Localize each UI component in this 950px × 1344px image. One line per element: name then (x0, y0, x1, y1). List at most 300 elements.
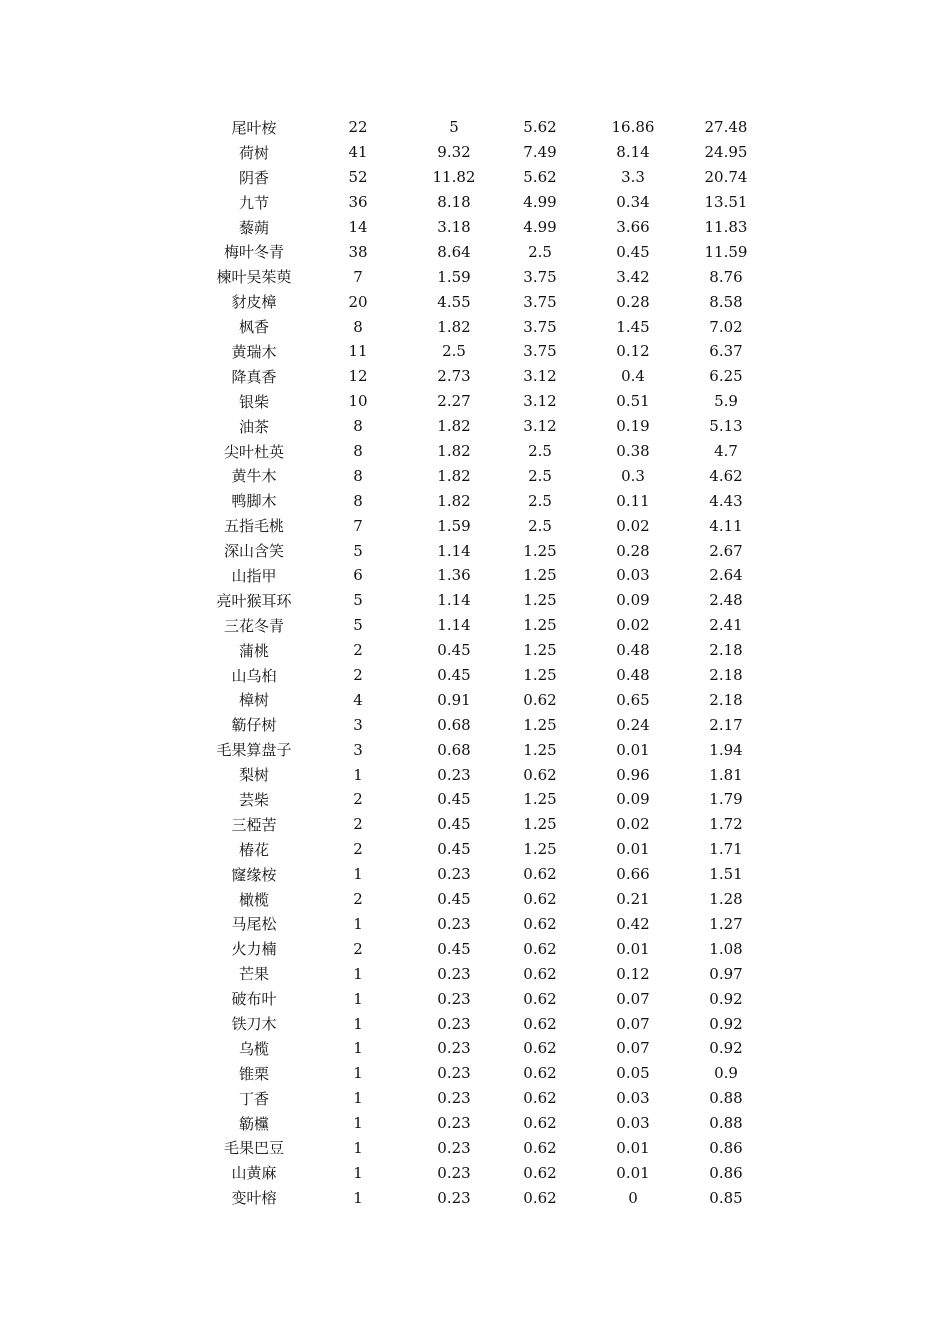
relative-dominance-cell: 0.21 (616, 890, 650, 909)
table-row (203, 613, 769, 638)
count-cell: 1 (353, 765, 363, 784)
relative-dominance-cell: 0.07 (616, 989, 650, 1008)
table-row (203, 1036, 769, 1061)
species-name-cell: 梨树 (238, 766, 269, 785)
relative-dominance-cell: 0.09 (616, 591, 650, 610)
count-cell: 2 (353, 840, 363, 859)
species-name-cell: 簕欓 (238, 1114, 269, 1133)
species-name-cell: 三椏苦 (231, 815, 277, 834)
importance-value-cell: 2.64 (709, 566, 743, 585)
importance-value-cell: 0.85 (709, 1188, 743, 1207)
importance-value-cell: 2.67 (709, 541, 743, 560)
count-cell: 1 (353, 1163, 363, 1182)
relative-density-cell: 0.45 (437, 790, 471, 809)
relative-frequency-cell: 5.62 (523, 168, 557, 187)
species-name-cell: 变叶榕 (231, 1189, 277, 1208)
species-name-cell: 银柴 (238, 392, 269, 411)
relative-density-cell: 4.55 (437, 292, 471, 311)
relative-dominance-cell: 0.51 (616, 392, 650, 411)
relative-frequency-cell: 3.12 (523, 417, 557, 436)
relative-density-cell: 8.18 (437, 193, 471, 212)
relative-density-cell: 1.59 (437, 267, 471, 286)
count-cell: 2 (353, 890, 363, 909)
relative-dominance-cell: 0.96 (616, 765, 650, 784)
relative-frequency-cell: 1.25 (523, 566, 557, 585)
relative-density-cell: 0.23 (437, 1064, 471, 1083)
relative-frequency-cell: 0.62 (523, 865, 557, 884)
table-row (203, 912, 769, 937)
relative-frequency-cell: 0.62 (523, 1188, 557, 1207)
relative-frequency-cell: 3.75 (523, 317, 557, 336)
relative-dominance-cell: 0.12 (616, 964, 650, 983)
relative-density-cell: 0.23 (437, 914, 471, 933)
species-name-cell: 破布叶 (231, 990, 277, 1009)
species-name-cell: 橄榄 (238, 890, 269, 909)
relative-dominance-cell: 16.86 (611, 118, 655, 137)
relative-dominance-cell: 0.01 (616, 1138, 650, 1157)
relative-dominance-cell: 0.24 (616, 715, 650, 734)
importance-value-cell: 0.88 (709, 1089, 743, 1108)
count-cell: 14 (348, 218, 368, 236)
count-cell: 1 (353, 865, 363, 884)
relative-dominance-cell: 0.48 (616, 666, 650, 685)
importance-value-cell: 0.86 (709, 1163, 743, 1182)
relative-density-cell: 1.14 (437, 591, 471, 610)
species-table (203, 115, 769, 1210)
species-name-cell: 芸柴 (238, 790, 269, 809)
relative-density-cell: 3.18 (437, 218, 471, 236)
table-row (203, 1185, 769, 1210)
relative-density-cell: 1.82 (437, 442, 471, 461)
count-cell: 1 (353, 989, 363, 1008)
species-name-cell: 锥栗 (238, 1064, 269, 1083)
species-name-cell: 山乌桕 (231, 666, 277, 685)
species-name-cell: 乌榄 (238, 1039, 269, 1058)
count-cell: 1 (353, 1138, 363, 1157)
count-cell: 2 (353, 666, 363, 685)
count-cell: 1 (353, 1114, 363, 1133)
species-name-cell: 油茶 (238, 417, 269, 436)
relative-dominance-cell: 0.19 (616, 417, 650, 436)
species-name-cell: 黄瑞木 (231, 342, 277, 361)
relative-frequency-cell: 1.25 (523, 840, 557, 859)
importance-value-cell: 0.97 (709, 964, 743, 983)
table-row (203, 638, 769, 663)
relative-density-cell: 0.23 (437, 989, 471, 1008)
importance-value-cell: 0.92 (709, 1014, 743, 1033)
importance-value-cell: 4.11 (709, 516, 743, 535)
relative-density-cell: 0.45 (437, 815, 471, 834)
importance-value-cell: 1.79 (709, 790, 743, 809)
count-cell: 2 (353, 641, 363, 660)
relative-frequency-cell: 3.12 (523, 392, 557, 411)
count-cell: 22 (348, 118, 368, 137)
importance-value-cell: 13.51 (704, 193, 748, 212)
relative-frequency-cell: 0.62 (523, 939, 557, 958)
relative-frequency-cell: 0.62 (523, 765, 557, 784)
table-row (203, 264, 769, 289)
table-row (203, 663, 769, 688)
species-name-cell: 荷树 (238, 143, 269, 162)
relative-density-cell: 8.64 (437, 242, 471, 261)
relative-frequency-cell: 1.25 (523, 715, 557, 734)
relative-dominance-cell: 0.07 (616, 1039, 650, 1058)
table-row (203, 1160, 769, 1185)
relative-density-cell: 5 (449, 118, 459, 137)
importance-value-cell: 0.92 (709, 989, 743, 1008)
relative-dominance-cell: 0.01 (616, 840, 650, 859)
relative-density-cell: 2.5 (442, 342, 466, 361)
relative-frequency-cell: 4.99 (523, 218, 557, 236)
relative-density-cell: 0.68 (437, 715, 471, 734)
table-row (203, 812, 769, 837)
relative-frequency-cell: 0.62 (523, 1014, 557, 1033)
relative-density-cell: 1.14 (437, 541, 471, 560)
count-cell: 2 (353, 815, 363, 834)
importance-value-cell: 2.18 (709, 641, 743, 660)
table-row (203, 538, 769, 563)
species-name-cell: 三花冬青 (223, 616, 284, 635)
count-cell: 20 (348, 292, 368, 311)
count-cell: 38 (348, 242, 368, 261)
species-name-cell: 亮叶猴耳环 (216, 591, 292, 610)
species-name-cell: 蒲桃 (238, 641, 269, 660)
relative-frequency-cell: 0.62 (523, 1039, 557, 1058)
count-cell: 8 (353, 466, 363, 485)
species-name-cell: 簕仔树 (231, 716, 277, 735)
relative-frequency-cell: 0.62 (523, 1138, 557, 1157)
relative-dominance-cell: 0.09 (616, 790, 650, 809)
relative-dominance-cell: 0.03 (616, 566, 650, 585)
table-row (203, 190, 769, 215)
relative-frequency-cell: 1.25 (523, 790, 557, 809)
species-name-cell: 阴香 (238, 168, 269, 187)
importance-value-cell: 1.81 (709, 765, 743, 784)
table-row (203, 289, 769, 314)
relative-density-cell: 0.45 (437, 641, 471, 660)
importance-value-cell: 6.37 (709, 342, 743, 361)
species-name-cell: 尾叶桉 (231, 118, 277, 137)
relative-dominance-cell: 3.42 (616, 267, 650, 286)
species-name-cell: 椿花 (238, 840, 269, 859)
relative-density-cell: 9.32 (437, 143, 471, 162)
relative-frequency-cell: 0.62 (523, 1163, 557, 1182)
relative-density-cell: 1.82 (437, 417, 471, 436)
species-name-cell: 豺皮樟 (231, 293, 277, 312)
importance-value-cell: 2.48 (709, 591, 743, 610)
species-name-cell: 楝叶吴茱萸 (216, 268, 292, 287)
species-name-cell: 九节 (238, 193, 269, 212)
importance-value-cell: 4.62 (709, 466, 743, 485)
relative-dominance-cell: 3.66 (616, 218, 650, 236)
count-cell: 3 (353, 740, 363, 759)
species-name-cell: 鸭脚木 (231, 492, 277, 511)
relative-frequency-cell: 1.25 (523, 815, 557, 834)
table-row (203, 986, 769, 1011)
table-row (203, 687, 769, 712)
relative-frequency-cell: 3.75 (523, 267, 557, 286)
species-name-cell: 马尾松 (231, 915, 277, 934)
importance-value-cell: 5.9 (714, 392, 738, 411)
relative-dominance-cell: 0.28 (616, 541, 650, 560)
count-cell: 1 (353, 1188, 363, 1207)
relative-dominance-cell: 0.01 (616, 1163, 650, 1182)
relative-dominance-cell: 1.45 (616, 317, 650, 336)
importance-value-cell: 0.9 (714, 1064, 738, 1083)
relative-frequency-cell: 0.62 (523, 914, 557, 933)
importance-value-cell: 20.74 (704, 168, 748, 187)
table-row (203, 1011, 769, 1036)
count-cell: 36 (348, 193, 368, 212)
count-cell: 5 (353, 591, 363, 610)
importance-value-cell: 27.48 (704, 118, 748, 137)
count-cell: 11 (348, 342, 368, 361)
importance-value-cell: 1.27 (709, 914, 743, 933)
table-row (203, 1111, 769, 1136)
relative-density-cell: 2.73 (437, 367, 471, 386)
species-name-cell: 枫香 (238, 318, 269, 337)
relative-frequency-cell: 3.75 (523, 292, 557, 311)
table-row (203, 1136, 769, 1161)
relative-frequency-cell: 5.62 (523, 118, 557, 137)
relative-density-cell: 1.82 (437, 317, 471, 336)
species-name-cell: 深山含笑 (223, 542, 284, 561)
relative-dominance-cell: 0.03 (616, 1089, 650, 1108)
relative-density-cell: 0.23 (437, 865, 471, 884)
relative-dominance-cell: 0.12 (616, 342, 650, 361)
species-name-cell: 五指毛桃 (223, 517, 284, 536)
count-cell: 1 (353, 914, 363, 933)
species-name-cell: 铁刀木 (231, 1015, 277, 1033)
relative-frequency-cell: 3.12 (523, 367, 557, 386)
species-name-cell: 火力楠 (231, 940, 277, 959)
species-name-cell: 黄牛木 (231, 467, 277, 486)
relative-dominance-cell: 8.14 (616, 143, 650, 162)
table-row (203, 140, 769, 165)
relative-frequency-cell: 0.62 (523, 1064, 557, 1083)
importance-value-cell: 8.76 (709, 267, 743, 286)
table-row (203, 887, 769, 912)
relative-density-cell: 0.45 (437, 939, 471, 958)
count-cell: 7 (353, 516, 363, 535)
importance-value-cell: 0.88 (709, 1114, 743, 1133)
table-row (203, 737, 769, 762)
relative-density-cell: 0.23 (437, 1188, 471, 1207)
relative-frequency-cell: 3.75 (523, 342, 557, 361)
table-row (203, 1061, 769, 1086)
relative-density-cell: 0.91 (437, 690, 471, 709)
species-name-cell: 降真香 (231, 367, 277, 386)
importance-value-cell: 2.17 (709, 715, 743, 734)
relative-frequency-cell: 0.62 (523, 690, 557, 709)
relative-frequency-cell: 1.25 (523, 641, 557, 660)
table-row (203, 488, 769, 513)
relative-frequency-cell: 0.62 (523, 964, 557, 983)
species-name-cell: 梅叶冬青 (223, 243, 284, 262)
count-cell: 2 (353, 790, 363, 809)
species-name-cell: 山黄麻 (231, 1164, 277, 1183)
table-row (203, 364, 769, 389)
relative-dominance-cell: 0.02 (616, 815, 650, 834)
importance-value-cell: 24.95 (704, 143, 748, 162)
species-name-cell: 丁香 (238, 1089, 269, 1108)
count-cell: 4 (353, 690, 363, 709)
importance-value-cell: 7.02 (709, 317, 743, 336)
relative-density-cell: 1.82 (437, 466, 471, 485)
relative-density-cell: 0.23 (437, 1163, 471, 1182)
table-row (203, 439, 769, 464)
relative-frequency-cell: 2.5 (528, 442, 552, 461)
table-row (203, 588, 769, 613)
importance-value-cell: 4.43 (709, 491, 743, 510)
importance-value-cell: 8.58 (709, 292, 743, 311)
relative-frequency-cell: 1.25 (523, 666, 557, 685)
relative-frequency-cell: 0.62 (523, 989, 557, 1008)
table-row (203, 961, 769, 986)
importance-value-cell: 1.51 (709, 865, 743, 884)
table-row (203, 339, 769, 364)
count-cell: 1 (353, 964, 363, 983)
species-name-cell: 尖叶杜英 (223, 442, 284, 461)
table-row (203, 239, 769, 264)
count-cell: 3 (353, 715, 363, 734)
count-cell: 41 (348, 143, 368, 162)
relative-frequency-cell: 1.25 (523, 541, 557, 560)
table-row (203, 463, 769, 488)
table-row (203, 1086, 769, 1111)
relative-density-cell: 0.23 (437, 1114, 471, 1133)
relative-dominance-cell: 0.4 (621, 367, 645, 386)
species-name-cell: 毛果算盘子 (216, 741, 292, 760)
count-cell: 1 (353, 1089, 363, 1108)
species-name-cell: 毛果巴豆 (223, 1139, 284, 1158)
relative-dominance-cell: 0 (628, 1188, 638, 1207)
relative-density-cell: 1.82 (437, 491, 471, 510)
relative-density-cell: 0.23 (437, 1138, 471, 1157)
relative-dominance-cell: 0.45 (616, 242, 650, 261)
importance-value-cell: 6.25 (709, 367, 743, 386)
relative-frequency-cell: 1.25 (523, 740, 557, 759)
importance-value-cell: 4.7 (714, 442, 738, 461)
importance-value-cell: 1.28 (709, 890, 743, 909)
relative-density-cell: 0.23 (437, 765, 471, 784)
relative-frequency-cell: 0.62 (523, 1114, 557, 1133)
relative-dominance-cell: 0.01 (616, 939, 650, 958)
relative-frequency-cell: 7.49 (523, 143, 557, 162)
table-row (203, 389, 769, 414)
relative-density-cell: 0.23 (437, 1089, 471, 1108)
relative-frequency-cell: 1.25 (523, 591, 557, 610)
importance-value-cell: 11.83 (704, 218, 748, 236)
count-cell: 7 (353, 267, 363, 286)
relative-frequency-cell: 4.99 (523, 193, 557, 212)
species-name-cell: 芒果 (238, 965, 269, 984)
relative-frequency-cell: 2.5 (528, 516, 552, 535)
relative-density-cell: 2.27 (437, 392, 471, 411)
count-cell: 1 (353, 1064, 363, 1083)
table-row (203, 414, 769, 439)
importance-value-cell: 2.18 (709, 690, 743, 709)
species-name-cell: 窿缘桉 (231, 865, 277, 884)
table-row (203, 563, 769, 588)
relative-dominance-cell: 0.02 (616, 616, 650, 635)
count-cell: 12 (348, 367, 368, 386)
table-row (203, 787, 769, 812)
table-row (203, 837, 769, 862)
count-cell: 10 (348, 392, 368, 411)
relative-density-cell: 0.45 (437, 890, 471, 909)
relative-dominance-cell: 0.3 (621, 466, 645, 485)
table-row (203, 513, 769, 538)
relative-density-cell: 1.14 (437, 616, 471, 635)
relative-dominance-cell: 0.34 (616, 193, 650, 212)
count-cell: 1 (353, 1014, 363, 1033)
count-cell: 8 (353, 317, 363, 336)
relative-dominance-cell: 0.02 (616, 516, 650, 535)
relative-density-cell: 0.45 (437, 840, 471, 859)
relative-density-cell: 0.68 (437, 740, 471, 759)
relative-frequency-cell: 2.5 (528, 491, 552, 510)
importance-value-cell: 0.92 (709, 1039, 743, 1058)
relative-density-cell: 11.82 (432, 168, 476, 187)
table-row (203, 936, 769, 961)
relative-frequency-cell: 2.5 (528, 242, 552, 261)
relative-dominance-cell: 0.38 (616, 442, 650, 461)
importance-value-cell: 1.08 (709, 939, 743, 958)
relative-dominance-cell: 0.01 (616, 740, 650, 759)
table-row (203, 165, 769, 190)
relative-frequency-cell: 0.62 (523, 890, 557, 909)
count-cell: 1 (353, 1039, 363, 1058)
relative-dominance-cell: 0.05 (616, 1064, 650, 1083)
relative-dominance-cell: 0.48 (616, 641, 650, 660)
table-row (203, 314, 769, 339)
table-row (203, 115, 769, 140)
relative-density-cell: 0.23 (437, 1014, 471, 1033)
relative-density-cell: 0.23 (437, 1039, 471, 1058)
relative-dominance-cell: 0.03 (616, 1114, 650, 1133)
relative-frequency-cell: 2.5 (528, 466, 552, 485)
importance-value-cell: 2.18 (709, 666, 743, 685)
importance-value-cell: 0.86 (709, 1138, 743, 1157)
count-cell: 52 (348, 168, 368, 187)
count-cell: 8 (353, 417, 363, 436)
count-cell: 2 (353, 939, 363, 958)
count-cell: 8 (353, 491, 363, 510)
relative-dominance-cell: 3.3 (621, 168, 645, 187)
species-name-cell: 藜蒴 (238, 218, 269, 237)
relative-dominance-cell: 0.66 (616, 865, 650, 884)
species-table-body (203, 115, 769, 1210)
table-row (203, 762, 769, 787)
species-name-cell: 山指甲 (231, 566, 277, 585)
relative-dominance-cell: 0.11 (616, 491, 650, 510)
relative-density-cell: 1.59 (437, 516, 471, 535)
count-cell: 8 (353, 442, 363, 461)
relative-dominance-cell: 0.42 (616, 914, 650, 933)
relative-density-cell: 0.23 (437, 964, 471, 983)
relative-dominance-cell: 0.65 (616, 690, 650, 709)
importance-value-cell: 11.59 (704, 242, 748, 261)
importance-value-cell: 5.13 (709, 417, 743, 436)
table-row (203, 862, 769, 887)
relative-dominance-cell: 0.28 (616, 292, 650, 311)
importance-value-cell: 2.41 (709, 616, 743, 635)
count-cell: 5 (353, 541, 363, 560)
relative-density-cell: 0.45 (437, 666, 471, 685)
species-name-cell: 樟树 (238, 691, 269, 710)
importance-value-cell: 1.72 (709, 815, 743, 834)
